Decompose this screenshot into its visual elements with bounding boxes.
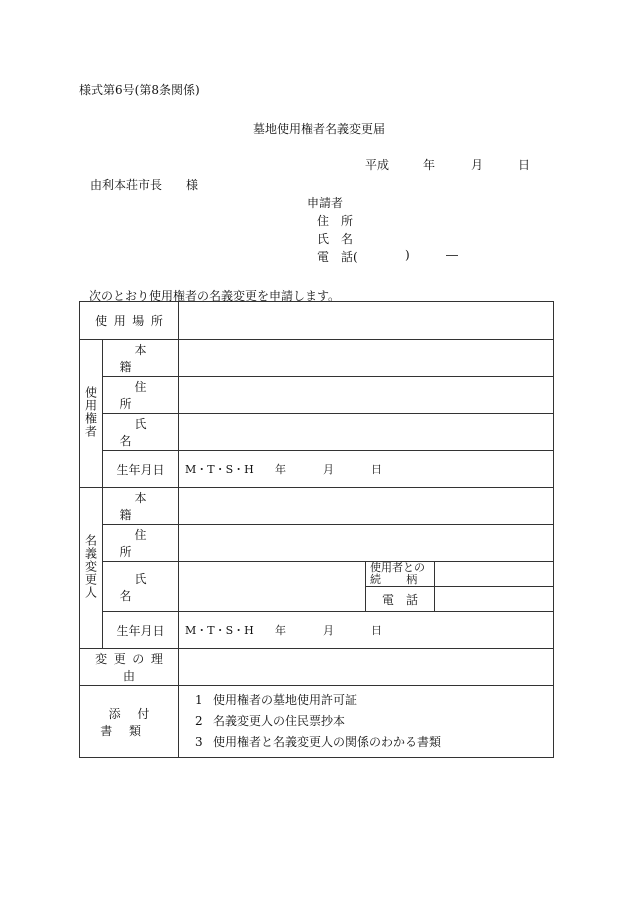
user-group-label-cell: [80, 340, 103, 488]
new-dob-month: 月: [323, 624, 334, 637]
reason-field[interactable]: [179, 649, 554, 686]
date-day: 日: [518, 158, 531, 172]
row-new-dob: [80, 612, 554, 649]
attachment-text: 使用権者の墓地使用許可証: [213, 693, 358, 707]
attachment-item: [195, 732, 553, 753]
new-honseki-label-cell: [103, 488, 179, 525]
new-group-label: 名義変更人: [83, 534, 98, 599]
user-name-field[interactable]: [179, 414, 554, 451]
attachment-num: 3: [195, 735, 203, 749]
new-name-label: 氏名: [119, 571, 177, 603]
new-honseki-field[interactable]: [179, 488, 554, 525]
user-dob-year: 年: [275, 463, 286, 476]
row-new-name-a: [80, 562, 554, 587]
user-name-label-cell: [103, 414, 179, 451]
attachment-item: [195, 690, 553, 711]
row-user-dob: [80, 451, 554, 488]
location-field[interactable]: [179, 302, 554, 340]
date-year: 年: [423, 158, 436, 172]
relation-field[interactable]: [435, 562, 554, 587]
attachment-num: 2: [195, 714, 203, 728]
attachment-item: [195, 711, 553, 732]
user-group-label: 使用権者: [83, 386, 98, 438]
row-user-honseki: [80, 340, 554, 377]
attachment-text: 使用権者と名義変更人の関係のわかる書類: [213, 735, 442, 749]
user-dob-month: 月: [323, 463, 334, 476]
user-dob-era: M・T・S・H: [185, 463, 254, 476]
new-dob-year: 年: [275, 624, 286, 637]
user-address-label-cell: [103, 377, 179, 414]
new-address-field[interactable]: [179, 525, 554, 562]
new-phone-field[interactable]: [435, 587, 554, 612]
attachments-list: [179, 686, 554, 758]
user-dob-label: 生年月日: [103, 451, 179, 488]
page-title: 墓地使用権者名義変更届: [253, 122, 386, 136]
attachment-num: 1: [195, 693, 203, 707]
row-attachments: [80, 686, 554, 758]
row-user-name: [80, 414, 554, 451]
application-table: [79, 301, 554, 758]
intro-text: 次のとおり使用権者の名義変更を申請します。: [89, 289, 341, 303]
applicant-label: 申請者: [307, 196, 344, 210]
new-group-label-cell: [80, 488, 103, 649]
applicant-address-label: 住 所: [317, 214, 354, 228]
form-number: 様式第6号(第8条関係): [79, 83, 200, 97]
applicant-phone-close: ): [405, 248, 410, 262]
new-address-label-cell: [103, 525, 179, 562]
user-honseki-field[interactable]: [179, 340, 554, 377]
user-honseki-label: 本籍: [119, 343, 177, 374]
relation-label-line2: 続 柄: [370, 573, 419, 586]
user-dob-day: 日: [371, 463, 382, 476]
user-address-field[interactable]: [179, 377, 554, 414]
new-dob-day: 日: [371, 624, 382, 637]
new-dob-era: M・T・S・H: [185, 624, 254, 637]
user-address-label: 住所: [119, 380, 177, 411]
row-location: [80, 302, 554, 340]
row-reason: [80, 649, 554, 686]
location-label: 使用場所: [80, 302, 179, 340]
row-new-address: [80, 525, 554, 562]
new-name-label-cell: [103, 562, 179, 612]
date-era: 平成: [365, 158, 390, 172]
date-month: 月: [471, 158, 484, 172]
row-user-address: [80, 377, 554, 414]
user-name-label: 氏名: [119, 417, 177, 448]
user-honseki-label-cell: [103, 340, 179, 377]
new-address-label: 住所: [119, 528, 177, 559]
relation-label: [366, 562, 435, 587]
attachment-text: 名義変更人の住民票抄本: [213, 714, 346, 728]
new-dob-field[interactable]: [179, 612, 554, 649]
new-dob-label: 生年月日: [103, 612, 179, 649]
user-dob-field[interactable]: [179, 451, 554, 488]
attachments-label: 添付書類: [100, 706, 167, 738]
applicant-phone-label: 電 話(: [317, 250, 358, 264]
new-phone-label: 電 話: [366, 587, 435, 612]
applicant-name-label: 氏 名: [317, 232, 354, 246]
new-honseki-label: 本籍: [119, 491, 177, 522]
row-new-honseki: [80, 488, 554, 525]
applicant-phone-dash: ―: [446, 248, 458, 262]
attachments-label-cell: [80, 686, 179, 758]
relation-label-line1: 使用者との: [370, 561, 425, 574]
addressee: 由利本荘市長 様: [90, 178, 199, 192]
new-name-field[interactable]: [179, 562, 366, 612]
reason-label: 変更の理由: [80, 649, 179, 686]
